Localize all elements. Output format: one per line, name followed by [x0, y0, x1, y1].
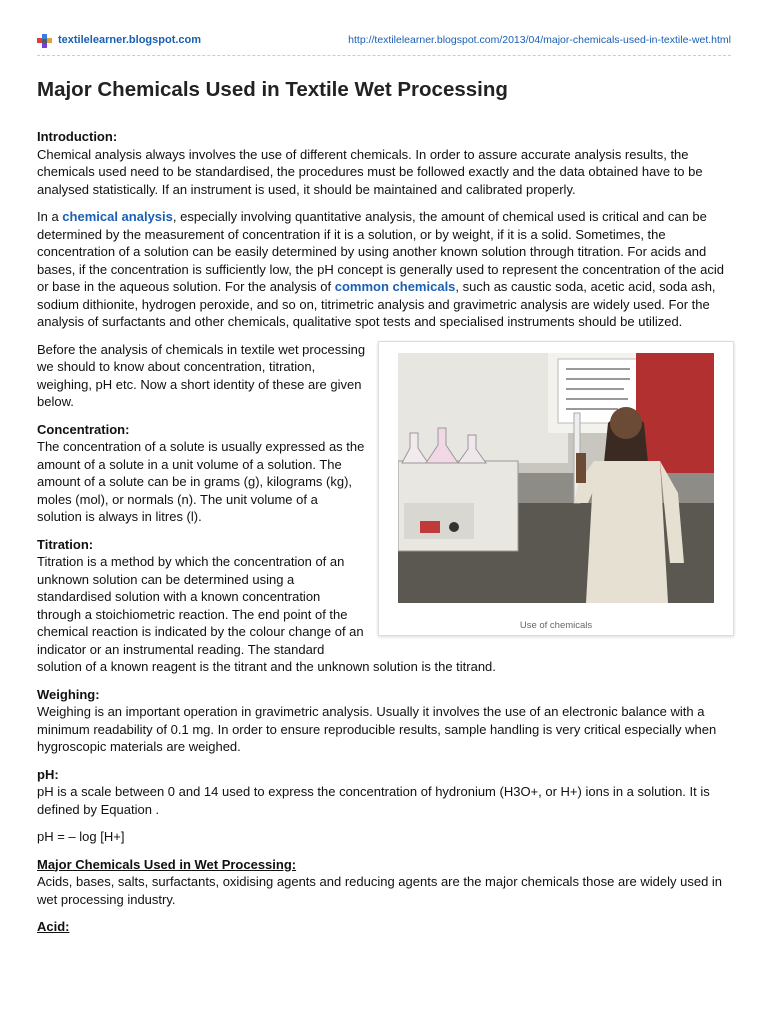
- ph-heading: pH:: [37, 766, 59, 782]
- concentration-text: The concentration of a solute is usually expressed as the amount of a solute in a unit volume of a solution. The amount of a solute can be in grams (g), kilograms (kg), moles (mol), or normals (n). The unit volume of a solution is always in litres (l).: [37, 439, 365, 524]
- site-logo-icon: [37, 34, 53, 48]
- intro-paragraph: [37, 128, 734, 198]
- analysis-text-2: , especially involving quantitative analysis, the amount of chemical used is critical and can be determined by the measurement of concentration if it is a solution, or by weight, if it is a solid. Sometimes, the concentration of a solution can be easily determined by using another known solution through titration. For acids and bases, if the concentration is sufficiently low, the pH concept is generally used to represent the concentration of the acid or base in the aqueous solution. For the analysis of: [37, 209, 724, 294]
- header-divider: [37, 55, 731, 56]
- lab-photo: [398, 353, 714, 603]
- chemical-analysis-link[interactable]: chemical analysis: [62, 209, 173, 224]
- acid-section: [37, 918, 734, 936]
- major-chemicals-heading: Major Chemicals Used in Wet Processing:: [37, 856, 297, 872]
- chemicals-figure: [378, 341, 734, 636]
- major-chemicals-text: Acids, bases, salts, surfactants, oxidising agents and reducing agents are the major chemicals those are widely used in wet processing industry.: [37, 874, 723, 907]
- figure-caption: Use of chemicals: [519, 619, 593, 631]
- analysis-text-1: In a: [37, 209, 63, 224]
- page-title: Major Chemicals Used in Textile Wet Processing: [37, 78, 508, 101]
- ph-section: [37, 766, 734, 819]
- analysis-text-3: , such as caustic soda, acetic acid, soda ash, sodium dithionite, hydrogen peroxide, and so on, titrimetric analysis and gravimetric analysis are widely used. For the analysis of surfactants and other chemicals, qualitative spot tests and specialised instruments should be utilized.: [37, 279, 716, 329]
- intro-text: Chemical analysis always involves the use of different chemicals. In order to assure accurate analysis results, the chemicals used need to be standardised, the procedures must be followed exactly and the data obtained have to be analysed statistically. If an instrument is used, it should be maintained and calibrated properly.: [37, 146, 703, 197]
- ph-text: pH is a scale between 0 and 14 used to express the concentration of hydronium (H3O+, or H+) ions in a solution. It is defined by Equation .: [37, 784, 710, 817]
- ph-formula: pH = – log [H+]: [37, 829, 125, 844]
- common-chemicals-link[interactable]: common chemicals: [334, 279, 456, 294]
- weighing-heading: Weighing:: [37, 686, 100, 702]
- lab-photo-illustration: [398, 353, 714, 603]
- site-name-link[interactable]: textilelearner.blogspot.com: [58, 34, 202, 46]
- concentration-heading: Concentration:: [37, 421, 130, 437]
- titration-heading: Titration:: [37, 536, 94, 552]
- acid-heading: Acid:: [37, 919, 70, 934]
- major-chemicals-section: [37, 856, 734, 909]
- page-header: [37, 33, 731, 49]
- intro-list-paragraph: Before the analysis of chemicals in textile wet processing we should to know about concentration, titration, weighing, pH etc. Now a short identity of these are given below.: [37, 341, 366, 409]
- titration-text: Titration is a method by which the concentration of an unknown solution can be determined using a standardised solution with a known concentration through a stoichiometric reaction. The end point of the chemical reaction is indicated by the colour change of an indicator or an instrumental reading. The standard solution of a known reagent is the titrant and the unknown solution is the titrand.: [37, 554, 496, 674]
- analysis-paragraph: [37, 208, 734, 331]
- page-url-link[interactable]: http://textilelearner.blogspot.com/2013/04/major-chemicals-used-in-textile-wet.html: [348, 34, 731, 46]
- article-body: [37, 128, 734, 946]
- intro-heading: Introduction:: [37, 129, 118, 144]
- weighing-text: Weighing is an important operation in gravimetric analysis. Usually it involves the use of an electronic balance with a minimum readability of 0.1 mg. In order to ensure reproducible results, sample handling is very critical especially when hygroscopic materials are weighed.: [37, 704, 717, 754]
- weighing-section: [37, 686, 734, 756]
